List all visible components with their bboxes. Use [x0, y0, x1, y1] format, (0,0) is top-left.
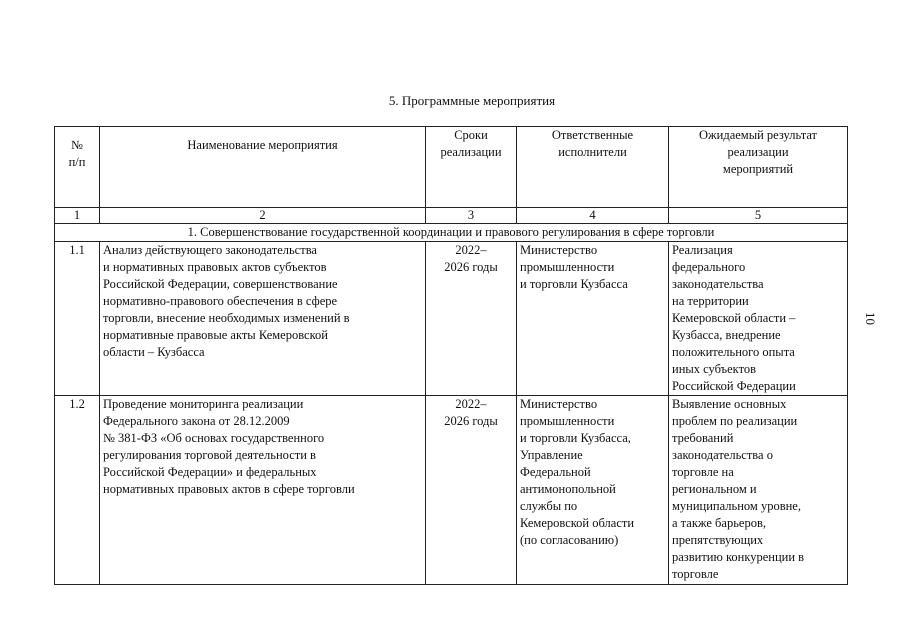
column-number: 5: [669, 208, 848, 224]
program-activities-table: [54, 126, 848, 585]
column-number: 1: [55, 208, 100, 224]
row-num: 1.2: [55, 396, 100, 585]
header-term: Сроки реализации: [426, 127, 517, 208]
column-number-row: [55, 208, 848, 224]
page-number: 10: [863, 312, 878, 325]
row-term: 2022– 2026 годы: [426, 396, 517, 585]
row-result: Выявление основных проблем по реализации требований законодательства о торговле на региональном и муниципальном уровне, а также барьеров, препятствующих развитию конкуренции в торговле: [669, 396, 848, 585]
row-result: Реализация федерального законодательства на территории Кемеровской области – Кузбасса, внедрение положительного опыта иных субъектов Российской Федерации: [669, 242, 848, 396]
row-name: Анализ действующего законодательства и нормативных правовых актов субъектов Российской Федерации, совершенствование нормативно-правового обеспечения в сфере торговли, внесение необходимых изменений в нормативные правовые акты Кемеровской области – Кузбасса: [100, 242, 426, 396]
row-name: Проведение мониторинга реализации Федерального закона от 28.12.2009 № 381-ФЗ «Об основах государственного регулирования торговой деятельности в Российской Федерации» и федеральных нормативных правовых актов в сфере торговли: [100, 396, 426, 585]
header-num: № п/п: [55, 127, 100, 208]
row-term: 2022– 2026 годы: [426, 242, 517, 396]
table-row: [55, 242, 848, 396]
row-num: 1.1: [55, 242, 100, 396]
header-name: Наименование мероприятия: [100, 127, 426, 208]
header-result: Ожидаемый результат реализации мероприятий: [669, 127, 848, 208]
section-title: 5. Программные мероприятия: [388, 93, 556, 108]
table-header-row: [55, 127, 848, 208]
table-row: [55, 396, 848, 585]
column-number: 4: [517, 208, 669, 224]
column-number: 2: [100, 208, 426, 224]
header-executors: Ответственные исполнители: [517, 127, 669, 208]
column-number: 3: [426, 208, 517, 224]
row-executors: Министерство промышленности и торговли Кузбасса, Управление Федеральной антимонопольной службы по Кемеровской области (по согласованию): [517, 396, 669, 585]
row-executors: Министерство промышленности и торговли Кузбасса: [517, 242, 669, 396]
section-heading: 1. Совершенствование государственной координации и правового регулирования в сфере торговли: [55, 224, 848, 242]
section-heading-row: [55, 224, 848, 242]
